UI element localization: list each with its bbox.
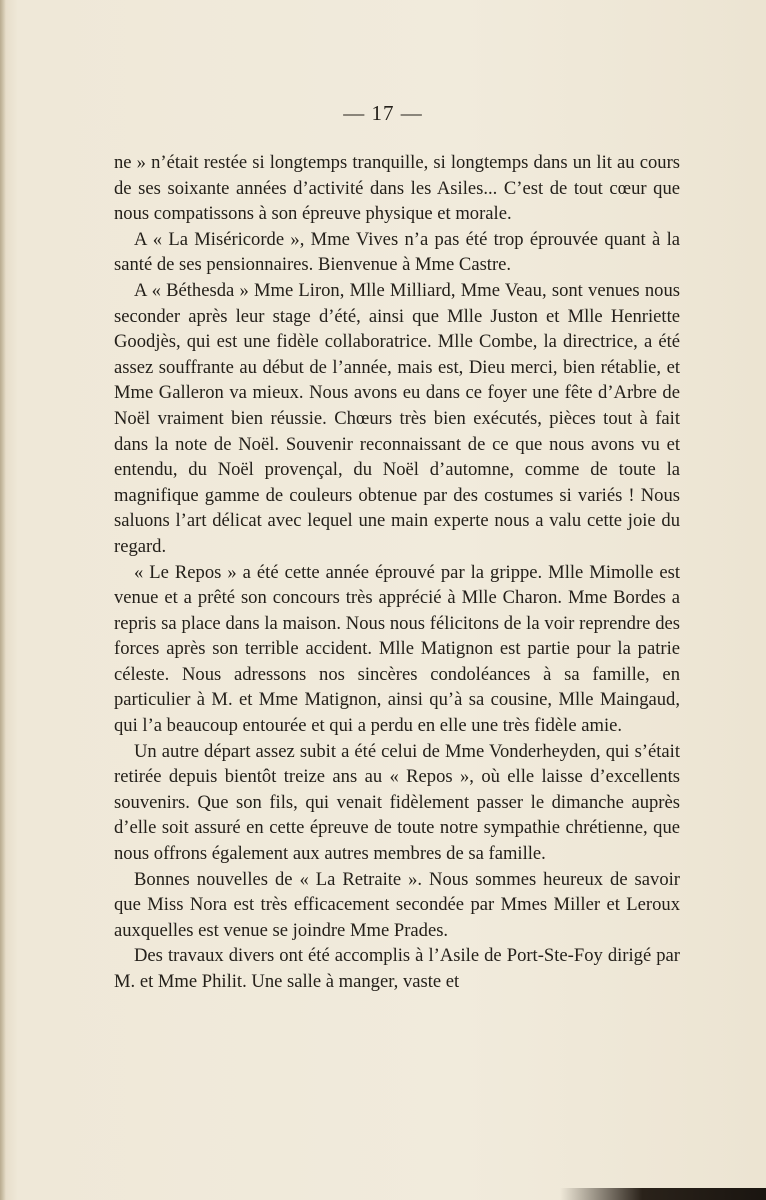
page-number: — 17 —: [343, 101, 423, 125]
paragraph-7: Des travaux divers ont été accomplis à l’Asile de Port-Ste-Foy dirigé par M. et Mme Philit. Une salle à manger, vaste et: [114, 945, 680, 992]
paragraph-6: Bonnes nouvelles de « La Retraite ». Nous sommes heureux de savoir que Miss Nora est très efficacement secondée par Mmes Miller et Leroux auxquelles est venue se joindre Mme Prades.: [114, 868, 680, 941]
page-bottom-edge: [560, 1188, 766, 1200]
paragraph-3: A « Béthesda » Mme Liron, Mlle Milliard, Mme Veau, sont venues nous seconder après leur stage d’été, ainsi que Mlle Juston et Mlle Henriette Goodjès, qui est une fidèle collaboratrice. Mlle Combe, la directrice, a été assez souffrante au début de l’année, mais est, Dieu merci, bien rétablie, et Mme Galleron va mieux. Nous avons eu dans ce foyer une fête d’Arbre de Noël vraiment bien réussie. Chœurs très bien exécutés, pièces tout à fait dans la note de Noël. Souvenir reconnaissant de ce que nous avons vu et entendu, du Noël provençal, du Noël d’automne, comme de toute la magnifique gamme de couleurs obtenue par des costumes si variés ! Nous saluons l’art délicat avec lequel une main experte nous a valu cette joie du regard.: [114, 279, 680, 557]
body-text: [114, 150, 680, 995]
page-left-edge: [0, 0, 6, 1200]
paragraph-5: Un autre départ assez subit a été celui de Mme Vonderheyden, qui s’était retirée depuis bientôt treize ans au « Repos », où elle laisse d’excellents souvenirs. Que son fils, qui venait fidèlement passer le dimanche auprès d’elle soit assuré en cette épreuve de toute notre sympathie chrétienne, que nous offrons également aux autres membres de sa famille.: [114, 740, 680, 865]
paragraph-1: ne » n’était restée si longtemps tranquille, si longtemps dans un lit au cours de ses soixante années d’activité dans les Asiles... C’est de tout cœur que nous compatissons à son épreuve physique et morale.: [114, 152, 680, 225]
paragraph-2: A « La Miséricorde », Mme Vives n’a pas été trop éprouvée quant à la santé de ses pensionnaires. Bienvenue à Mme Castre.: [114, 228, 680, 276]
paragraph-4: « Le Repos » a été cette année éprouvé par la grippe. Mlle Mimolle est venue et a prêté son concours très apprécié à Mlle Charon. Mme Bordes a repris sa place dans la maison. Nous nous félicitons de la voir reprendre des forces après son terrible accident. Mlle Matignon est partie pour la patrie céleste. Nous adressons nos sincères condoléances à sa famille, en particulier à M. et Mme Matignon, ainsi qu’à sa cousine, Mlle Maingaud, qui l’a beaucoup entourée et qui a perdu en elle une très fidèle amie.: [114, 561, 680, 737]
